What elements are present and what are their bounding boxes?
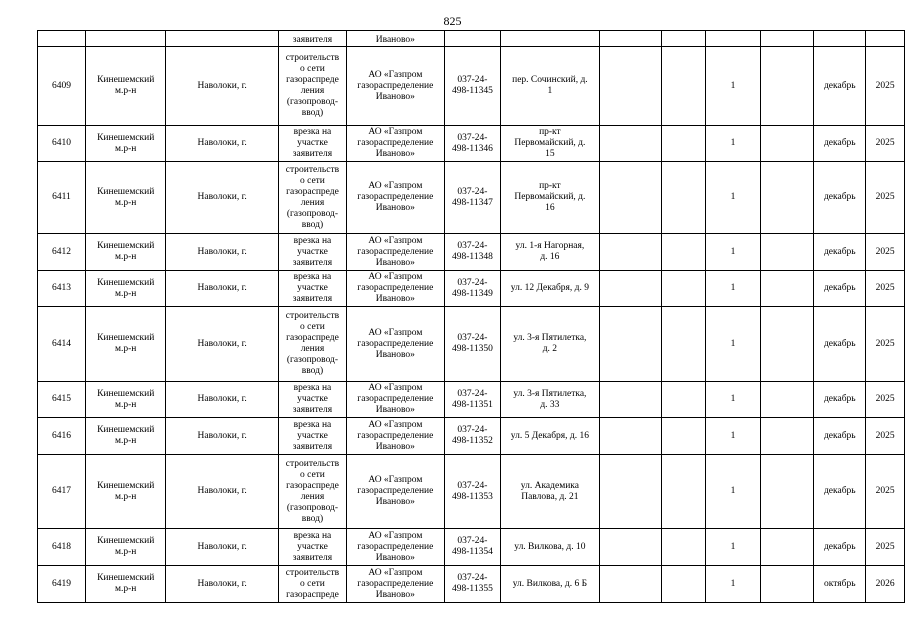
- cell-empty-a: [599, 234, 661, 271]
- cell-month: декабрь: [814, 382, 866, 418]
- cell-empty-c: [760, 455, 814, 529]
- cell-number: 6410: [38, 126, 86, 162]
- cell-empty-c: [760, 31, 814, 47]
- cell-district: Кинешемский м.р-н: [85, 382, 165, 418]
- cell-qty: 1: [706, 418, 760, 455]
- cell-month: декабрь: [814, 271, 866, 307]
- cell-district: [85, 31, 165, 47]
- cell-year: [866, 31, 905, 47]
- cell-code: 037-24- 498-11349: [444, 271, 501, 307]
- cell-address: ул. 1-я Нагорная, д. 16: [501, 234, 599, 271]
- cell-work: строительств о сети газораспреде: [278, 566, 346, 603]
- cell-number: 6414: [38, 307, 86, 382]
- cell-number: 6413: [38, 271, 86, 307]
- cell-address: ул. Вилкова, д. 6 Б: [501, 566, 599, 603]
- cell-empty-c: [760, 126, 814, 162]
- cell-number: 6418: [38, 529, 86, 566]
- cell-empty-b: [661, 234, 706, 271]
- cell-year: 2025: [866, 162, 905, 234]
- cell-empty-b: [661, 162, 706, 234]
- cell-year: 2025: [866, 455, 905, 529]
- cell-qty: 1: [706, 126, 760, 162]
- cell-district: Кинешемский м.р-н: [85, 126, 165, 162]
- cell-number: [38, 31, 86, 47]
- page-number: 825: [443, 14, 462, 28]
- cell-district: Кинешемский м.р-н: [85, 566, 165, 603]
- cell-empty-b: [661, 455, 706, 529]
- cell-address: ул. 3-я Пятилетка, д. 33: [501, 382, 599, 418]
- cell-empty-a: [599, 529, 661, 566]
- cell-org: АО «Газпром газораспределение Иваново»: [347, 455, 445, 529]
- cell-work: строительств о сети газораспреде ления (газопровод- ввод): [278, 47, 346, 126]
- cell-locality: Наволоки, г.: [166, 529, 278, 566]
- cell-org: АО «Газпром газораспределение Иваново»: [347, 418, 445, 455]
- cell-org: АО «Газпром газораспределение Иваново»: [347, 566, 445, 603]
- cell-address: пр-кт Первомайский, д. 16: [501, 162, 599, 234]
- cell-empty-a: [599, 271, 661, 307]
- cell-locality: Наволоки, г.: [166, 234, 278, 271]
- cell-org: АО «Газпром газораспределение Иваново»: [347, 382, 445, 418]
- cell-empty-a: [599, 31, 661, 47]
- cell-code: [444, 31, 501, 47]
- cell-number: 6417: [38, 455, 86, 529]
- cell-work: врезка на участке заявителя: [278, 418, 346, 455]
- cell-address: ул. Академика Павлова, д. 21: [501, 455, 599, 529]
- cell-work: врезка на участке заявителя: [278, 271, 346, 307]
- cell-empty-c: [760, 307, 814, 382]
- cell-district: Кинешемский м.р-н: [85, 271, 165, 307]
- cell-district: Кинешемский м.р-н: [85, 307, 165, 382]
- cell-year: 2025: [866, 382, 905, 418]
- cell-org: АО «Газпром газораспределение Иваново»: [347, 529, 445, 566]
- cell-month: декабрь: [814, 162, 866, 234]
- cell-locality: Наволоки, г.: [166, 126, 278, 162]
- cell-code: 037-24- 498-11350: [444, 307, 501, 382]
- cell-address: [501, 31, 599, 47]
- table-row: [38, 271, 905, 307]
- cell-empty-a: [599, 126, 661, 162]
- cell-number: 6411: [38, 162, 86, 234]
- cell-number: 6415: [38, 382, 86, 418]
- table-row: [38, 382, 905, 418]
- table-row: [38, 162, 905, 234]
- table-row: [38, 529, 905, 566]
- cell-address: ул. Вилкова, д. 10: [501, 529, 599, 566]
- cell-locality: Наволоки, г.: [166, 271, 278, 307]
- table-row: [38, 126, 905, 162]
- cell-month: декабрь: [814, 234, 866, 271]
- cell-qty: 1: [706, 382, 760, 418]
- cell-org: АО «Газпром газораспределение Иваново»: [347, 162, 445, 234]
- cell-district: Кинешемский м.р-н: [85, 162, 165, 234]
- cell-address: пер. Сочинский, д. 1: [501, 47, 599, 126]
- cell-code: 037-24- 498-11351: [444, 382, 501, 418]
- cell-empty-b: [661, 47, 706, 126]
- cell-code: 037-24- 498-11346: [444, 126, 501, 162]
- table-row: [38, 566, 905, 603]
- cell-empty-b: [661, 126, 706, 162]
- cell-empty-b: [661, 271, 706, 307]
- cell-code: 037-24- 498-11355: [444, 566, 501, 603]
- cell-year: 2025: [866, 529, 905, 566]
- works-table: [37, 30, 905, 603]
- cell-work: заявителя: [278, 31, 346, 47]
- cell-address: ул. 12 Декабря, д. 9: [501, 271, 599, 307]
- cell-empty-c: [760, 162, 814, 234]
- cell-empty-a: [599, 382, 661, 418]
- cell-locality: Наволоки, г.: [166, 47, 278, 126]
- cell-address: пр-кт Первомайский, д. 15: [501, 126, 599, 162]
- cell-locality: Наволоки, г.: [166, 418, 278, 455]
- cell-qty: 1: [706, 566, 760, 603]
- table-row-fragment: [38, 31, 905, 47]
- cell-empty-a: [599, 566, 661, 603]
- cell-empty-c: [760, 234, 814, 271]
- cell-code: 037-24- 498-11347: [444, 162, 501, 234]
- cell-year: 2025: [866, 307, 905, 382]
- cell-empty-a: [599, 307, 661, 382]
- table-row: [38, 234, 905, 271]
- cell-qty: 1: [706, 271, 760, 307]
- cell-number: 6409: [38, 47, 86, 126]
- cell-code: 037-24- 498-11353: [444, 455, 501, 529]
- cell-org: Иваново»: [347, 31, 445, 47]
- cell-qty: 1: [706, 234, 760, 271]
- cell-work: строительств о сети газораспреде ления (газопровод- ввод): [278, 455, 346, 529]
- table-row: [38, 418, 905, 455]
- cell-district: Кинешемский м.р-н: [85, 47, 165, 126]
- cell-empty-c: [760, 271, 814, 307]
- cell-empty-c: [760, 47, 814, 126]
- cell-locality: Наволоки, г.: [166, 307, 278, 382]
- cell-org: АО «Газпром газораспределение Иваново»: [347, 307, 445, 382]
- cell-district: Кинешемский м.р-н: [85, 529, 165, 566]
- cell-code: 037-24- 498-11348: [444, 234, 501, 271]
- cell-org: АО «Газпром газораспределение Иваново»: [347, 47, 445, 126]
- cell-empty-b: [661, 529, 706, 566]
- cell-district: Кинешемский м.р-н: [85, 234, 165, 271]
- cell-org: АО «Газпром газораспределение Иваново»: [347, 234, 445, 271]
- cell-work: врезка на участке заявителя: [278, 234, 346, 271]
- cell-number: 6412: [38, 234, 86, 271]
- cell-empty-b: [661, 566, 706, 603]
- cell-year: 2025: [866, 271, 905, 307]
- cell-code: 037-24- 498-11354: [444, 529, 501, 566]
- cell-work: врезка на участке заявителя: [278, 529, 346, 566]
- cell-month: декабрь: [814, 418, 866, 455]
- cell-month: [814, 31, 866, 47]
- cell-empty-b: [661, 31, 706, 47]
- cell-empty-a: [599, 418, 661, 455]
- cell-year: 2025: [866, 126, 905, 162]
- cell-empty-a: [599, 162, 661, 234]
- cell-qty: 1: [706, 162, 760, 234]
- cell-empty-b: [661, 418, 706, 455]
- cell-empty-c: [760, 529, 814, 566]
- cell-qty: 1: [706, 455, 760, 529]
- cell-empty-c: [760, 418, 814, 455]
- cell-district: Кинешемский м.р-н: [85, 455, 165, 529]
- cell-empty-a: [599, 47, 661, 126]
- cell-year: 2025: [866, 418, 905, 455]
- cell-address: ул. 3-я Пятилетка, д. 2: [501, 307, 599, 382]
- cell-month: декабрь: [814, 126, 866, 162]
- cell-month: декабрь: [814, 307, 866, 382]
- cell-number: 6419: [38, 566, 86, 603]
- cell-qty: 1: [706, 47, 760, 126]
- cell-month: декабрь: [814, 455, 866, 529]
- table-row: [38, 47, 905, 126]
- cell-locality: Наволоки, г.: [166, 566, 278, 603]
- cell-year: 2026: [866, 566, 905, 603]
- cell-qty: [706, 31, 760, 47]
- cell-empty-a: [599, 455, 661, 529]
- cell-work: строительств о сети газораспреде ления (газопровод- ввод): [278, 162, 346, 234]
- cell-number: 6416: [38, 418, 86, 455]
- cell-code: 037-24- 498-11352: [444, 418, 501, 455]
- cell-locality: Наволоки, г.: [166, 162, 278, 234]
- cell-year: 2025: [866, 234, 905, 271]
- table-row: [38, 307, 905, 382]
- cell-work: врезка на участке заявителя: [278, 126, 346, 162]
- cell-address: ул. 5 Декабря, д. 16: [501, 418, 599, 455]
- table-row: [38, 455, 905, 529]
- cell-locality: Наволоки, г.: [166, 382, 278, 418]
- cell-month: декабрь: [814, 529, 866, 566]
- cell-empty-c: [760, 566, 814, 603]
- cell-org: АО «Газпром газораспределение Иваново»: [347, 271, 445, 307]
- cell-locality: [166, 31, 278, 47]
- cell-district: Кинешемский м.р-н: [85, 418, 165, 455]
- cell-work: врезка на участке заявителя: [278, 382, 346, 418]
- cell-empty-b: [661, 382, 706, 418]
- cell-qty: 1: [706, 307, 760, 382]
- cell-month: октябрь: [814, 566, 866, 603]
- cell-org: АО «Газпром газораспределение Иваново»: [347, 126, 445, 162]
- cell-empty-c: [760, 382, 814, 418]
- cell-qty: 1: [706, 529, 760, 566]
- cell-year: 2025: [866, 47, 905, 126]
- cell-locality: Наволоки, г.: [166, 455, 278, 529]
- cell-empty-b: [661, 307, 706, 382]
- cell-month: декабрь: [814, 47, 866, 126]
- cell-work: строительств о сети газораспреде ления (газопровод- ввод): [278, 307, 346, 382]
- cell-code: 037-24- 498-11345: [444, 47, 501, 126]
